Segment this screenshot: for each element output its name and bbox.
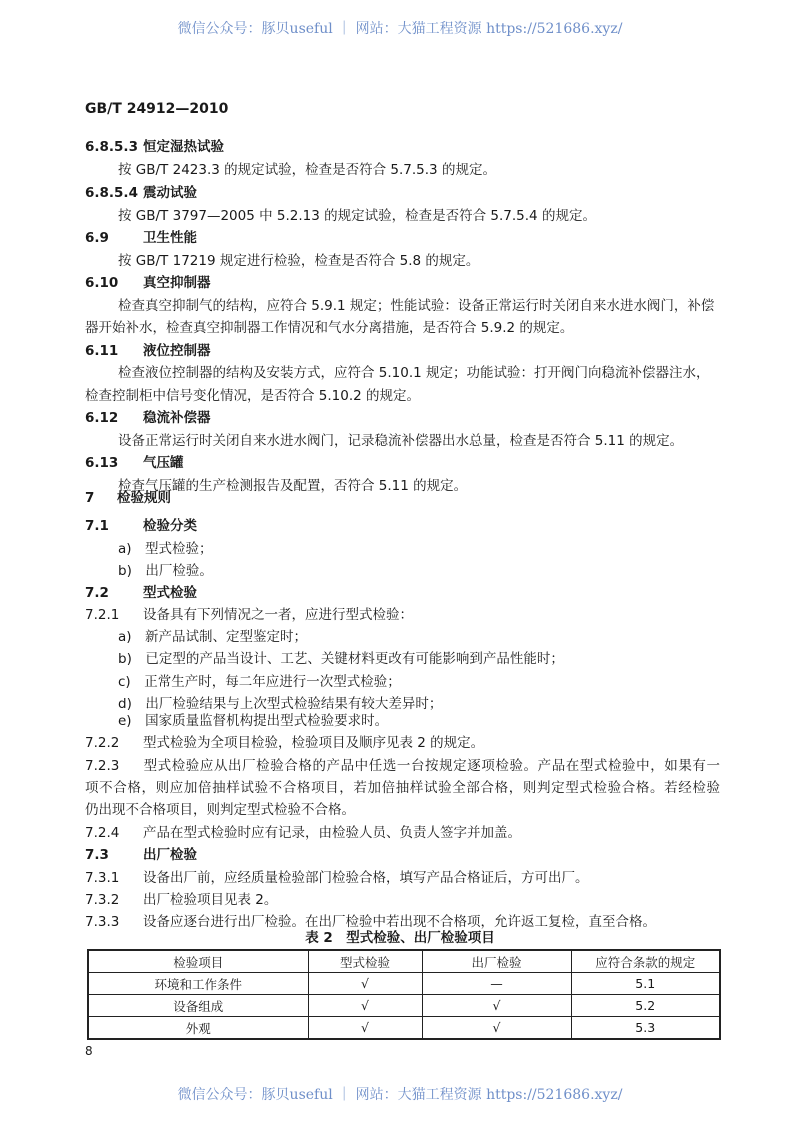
clause-paragraph — [85, 757, 720, 775]
section-heading — [85, 229, 197, 247]
table-cell: 5.2 — [571, 995, 720, 1017]
list-item: b) 已定型的产品当设计、工艺、关键材料更改有可能影响到产品性能时； — [118, 651, 564, 667]
section-heading — [85, 274, 211, 292]
table-cell: 5.1 — [571, 973, 720, 995]
section-title: 检验分类 — [143, 518, 197, 534]
section-title: 卫生性能 — [143, 230, 197, 246]
clause-number: 6.11 — [85, 343, 119, 359]
clause-number: 7.2.2 — [85, 735, 120, 751]
clause-paragraph — [85, 606, 413, 624]
section-title: 气压罐 — [143, 455, 184, 471]
table-cell: √ — [308, 995, 422, 1017]
section-heading — [85, 454, 184, 472]
section-title: 稳流补偿器 — [143, 410, 211, 426]
paragraph-line: 项不合格，则应加倍抽样试验不合格项目，若加倍抽样试验全部合格，则判定型式检验合格。若经检验 — [85, 780, 720, 796]
section-heading — [85, 138, 224, 156]
paragraph-line: 器开始补水，检查真空抑制器工作情况和气水分离措施，是否符合 5.9.2 的规定。 — [85, 320, 574, 336]
section-title: 出厂检验 — [143, 847, 197, 863]
paragraph-line: 按 GB/T 2423.3 的规定试验，检查是否符合 5.7.5.3 的规定。 — [118, 162, 496, 178]
list-item: c) 正常生产时，每二年应进行一次型式检验； — [118, 674, 401, 690]
clause-number: 7.2.3 — [85, 758, 120, 774]
clause-number: 7.3.2 — [85, 892, 120, 908]
clause-paragraph — [85, 824, 521, 842]
clause-text: 设备具有下列情况之一者，应进行型式检验： — [143, 607, 413, 623]
table-caption: 表 2 型式检验、出厂检验项目 — [305, 930, 495, 946]
section-heading — [85, 846, 197, 864]
clause-number: 7.2.1 — [85, 607, 120, 623]
table-cell: √ — [422, 995, 571, 1017]
clause-text: 设备应逐台进行出厂检验。在出厂检验中若出现不合格项，允许返工复检，直至合格。 — [143, 914, 656, 930]
clause-paragraph — [85, 869, 589, 887]
paragraph-line: 设备正常运行时关闭自来水进水阀门，记录稳流补偿器出水总量，检查是否符合 5.11 的规定。 — [118, 433, 684, 449]
clause-number: 7.2.4 — [85, 825, 120, 841]
clause-text: 出厂检验项目见表 2。 — [143, 892, 278, 908]
clause-number: 6.8.5.4 — [85, 185, 138, 201]
section-title: 型式检验 — [143, 585, 197, 601]
table-cell: 设备组成 — [88, 995, 308, 1017]
clause-number: 6.12 — [85, 410, 119, 426]
paragraph-line: 检查气压罐的生产检测报告及配置，否符合 5.11 的规定。 — [118, 478, 468, 494]
clause-number: 7 — [85, 490, 95, 506]
clause-text: 设备出厂前，应经质量检验部门检验合格，填写产品合格证后，方可出厂。 — [143, 870, 589, 886]
section-title: 震动试验 — [143, 185, 197, 201]
header-cell: 型式检验 — [308, 950, 422, 973]
watermark-top: 微信公众号：豚贝useful ｜ 网站：大猫工程资源 https://521686.xyz/ — [177, 21, 623, 37]
section-heading — [85, 517, 197, 535]
table-cell: 5.3 — [571, 1017, 720, 1040]
clause-number: 6.10 — [85, 275, 119, 291]
section-title: 检验规则 — [117, 490, 171, 506]
table-cell: 环境和工作条件 — [88, 973, 308, 995]
page-number: 8 — [85, 1044, 93, 1058]
paragraph-line: 检查真空抑制气的结构，应符合 5.9.1 规定；性能试验：设备正常运行时关闭自来水进水阀门，补偿 — [118, 298, 715, 314]
table-cell: √ — [308, 973, 422, 995]
list-item: b) 出厂检验。 — [118, 563, 213, 579]
header-cell: 应符合条款的规定 — [571, 950, 720, 973]
clause-number: 6.8.5.3 — [85, 139, 138, 155]
clause-text: 产品在型式检验时应有记录，由检验人员、负责人签字并加盖。 — [143, 825, 521, 841]
table-header-row — [88, 950, 720, 973]
clause-text: 型式检验为全项目检验，检验项目及顺序见表 2 的规定。 — [143, 735, 485, 751]
section-title: 恒定湿热试验 — [143, 139, 224, 155]
paragraph-line: 检查液位控制器的结构及安装方式，应符合 5.10.1 规定；功能试验：打开阀门向稳流补偿器注水， — [118, 365, 710, 381]
watermark-bottom: 微信公众号：豚贝useful ｜ 网站：大猫工程资源 https://521686.xyz/ — [177, 1087, 623, 1103]
table-row — [88, 973, 720, 995]
section-heading — [85, 184, 197, 202]
inspection-table — [87, 949, 721, 1040]
paragraph-line: 检查控制柜中信号变化情况，是否符合 5.10.2 的规定。 — [85, 388, 421, 404]
header-cell: 检验项目 — [88, 950, 308, 973]
table-row — [88, 1017, 720, 1040]
section-heading — [85, 409, 211, 427]
table-row — [88, 995, 720, 1017]
section-title: 真空抑制器 — [143, 275, 211, 291]
clause-number: 7.2 — [85, 585, 109, 601]
section-heading — [85, 342, 211, 360]
table-cell: 外观 — [88, 1017, 308, 1040]
list-item: e) 国家质量监督机构提出型式检验要求时。 — [118, 713, 389, 729]
table-cell: √ — [308, 1017, 422, 1040]
list-item: a) 新产品试制、定型鉴定时； — [118, 629, 308, 645]
list-item: d) 出厂检验结果与上次型式检验结果有较大差异时； — [118, 696, 443, 712]
paragraph-line: 按 GB/T 17219 规定进行检验，检查是否符合 5.8 的规定。 — [118, 253, 480, 269]
clause-paragraph — [85, 891, 277, 909]
clause-number: 7.3.3 — [85, 914, 120, 930]
clause-number: 6.9 — [85, 230, 109, 246]
table-cell: √ — [422, 1017, 571, 1040]
paragraph-line: 按 GB/T 3797—2005 中 5.2.13 的规定试验，检查是否符合 5.7.5.4 的规定。 — [118, 208, 596, 224]
table-cell: — — [422, 973, 571, 995]
clause-number: 7.3 — [85, 847, 109, 863]
list-item: a) 型式检验； — [118, 541, 213, 557]
header-cell: 出厂检验 — [422, 950, 571, 973]
section-heading — [85, 489, 171, 507]
section-heading — [85, 584, 197, 602]
clause-paragraph — [85, 734, 484, 752]
clause-number: 6.13 — [85, 455, 119, 471]
section-title: 液位控制器 — [143, 343, 211, 359]
clause-number: 7.1 — [85, 518, 109, 534]
paragraph-line: 仍出现不合格项目，则判定型式检验不合格。 — [85, 802, 355, 818]
standard-number: GB/T 24912—2010 — [85, 101, 229, 117]
clause-number: 7.3.1 — [85, 870, 120, 886]
clause-text: 型式检验应从出厂检验合格的产品中任选一台按规定逐项检验。产品在型式检验中，如果有一 — [143, 758, 720, 774]
